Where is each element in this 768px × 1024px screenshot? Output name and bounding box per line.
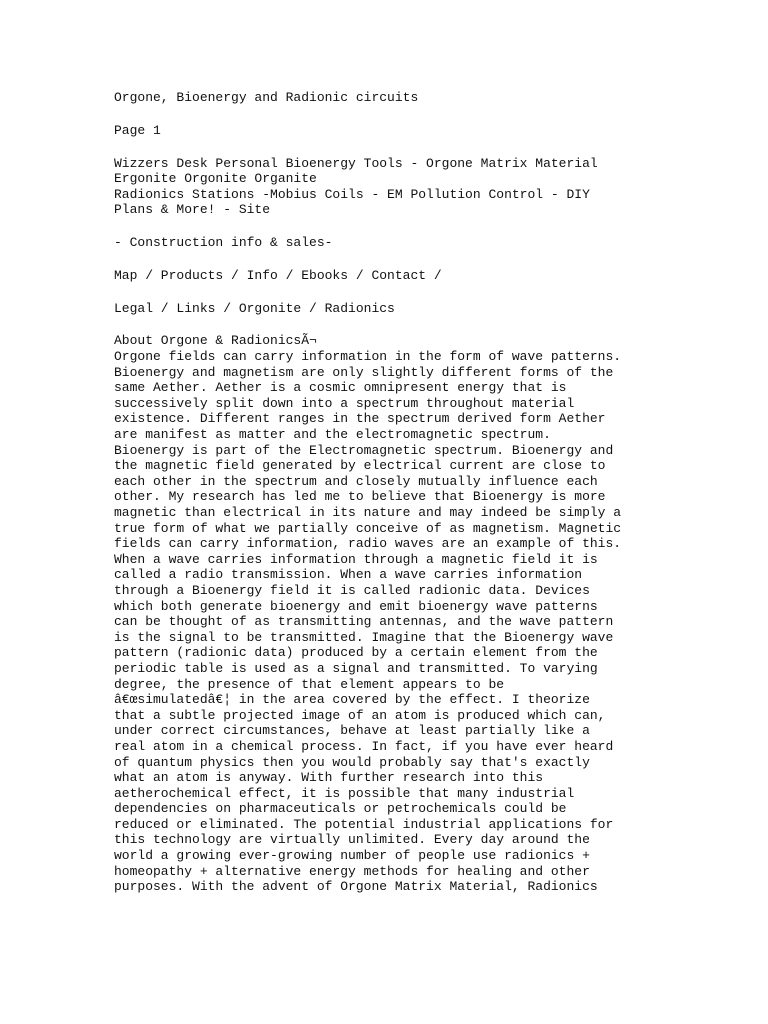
body-text-line: this technology are virtually unlimited. Every day around the <box>114 832 590 848</box>
site-header-line: Radionics Stations -Mobius Coils - EM Pollution Control - DIY <box>114 186 590 202</box>
site-header-line: Plans & More! - Site <box>114 202 271 218</box>
body-text-line: Bioenergy and magnetism are only slightly different forms of the <box>114 364 614 380</box>
body-text-line: true form of what we partially conceive of as magnetism. Magnetic <box>114 520 622 536</box>
body-text-line: that a subtle projected image of an atom is produced which can, <box>114 707 606 723</box>
body-text-line: fields can carry information, radio waves are an example of this. <box>114 536 622 552</box>
body-text-line: of quantum physics then you would probably say that's exactly <box>114 754 590 770</box>
body-text-line: Orgone fields can carry information in the form of wave patterns. <box>114 349 622 365</box>
body-text-line: is the signal to be transmitted. Imagine that the Bioenergy wave <box>114 629 614 645</box>
body-text-line: world a growing ever-growing number of people use radionics + <box>114 848 590 864</box>
page-label: Page 1 <box>114 122 161 138</box>
body-text-line: dependencies on pharmaceuticals or petrochemicals could be <box>114 801 567 817</box>
spacer <box>114 284 674 301</box>
body-text-line: under correct circumstances, behave at least partially like a <box>114 723 590 739</box>
body-text-line: reduced or eliminated. The potential industrial applications for <box>114 816 614 832</box>
body-text-line: which both generate bioenergy and emit bioenergy wave patterns <box>114 598 598 614</box>
body-text-line: Bioenergy is part of the Electromagnetic spectrum. Bioenergy and <box>114 442 614 458</box>
spacer <box>114 251 674 268</box>
site-header-line: Ergonite Orgonite Organite <box>114 171 317 187</box>
body-text-line: are manifest as matter and the electromagnetic spectrum. <box>114 427 551 443</box>
body-text-line: real atom in a chemical process. In fact, if you have ever heard <box>114 738 614 754</box>
document-title: Orgone, Bioenergy and Radionic circuits <box>114 90 419 105</box>
spacer <box>114 138 674 155</box>
body-text-line: magnetic than electrical in its nature and may indeed be simply a <box>114 505 622 520</box>
body-text-line: can be thought of as transmitting antennas, and the wave pattern <box>114 614 614 630</box>
site-header-line: Wizzers Desk Personal Bioenergy Tools - Orgone Matrix Material <box>114 155 598 171</box>
spacer <box>114 316 674 333</box>
nav-line-primary: Map / Products / Info / Ebooks / Contact / <box>114 267 442 283</box>
body-text-line: the magnetic field generated by electrical current are close to <box>114 458 606 474</box>
body-text-line: what an atom is anyway. With further research into this <box>114 770 544 786</box>
body-text-line: aetherochemical effect, it is possible that many industrial <box>114 785 575 801</box>
body-text-line: periodic table is used as a signal and transmitted. To varying <box>114 660 598 676</box>
body-text-line: â€œsimulatedâ€¦ in the area covered by the effect. I theorize <box>114 692 590 708</box>
section-heading: About Orgone & RadionicsÃ¬ <box>114 333 317 349</box>
body-text-line: other. My research has led me to believe that Bioenergy is more <box>114 489 606 505</box>
body-text-line: each other in the spectrum and closely mutually influence each <box>114 473 598 489</box>
body-text-line: same Aether. Aether is a cosmic omnipresent energy that is <box>114 380 567 396</box>
body-text-line: purposes. With the advent of Orgone Matrix Material, Radionics <box>114 879 598 895</box>
body-text-line: existence. Different ranges in the spectrum derived form Aether <box>114 411 606 427</box>
body-text-line: degree, the presence of that element appears to be <box>114 676 505 692</box>
body-text-line: homeopathy + alternative energy methods for healing and other <box>114 863 590 879</box>
body-text-line: pattern (radionic data) produced by a certain element from the <box>114 645 598 661</box>
body-text-line: called a radio transmission. When a wave carries information <box>114 567 583 583</box>
body-text <box>114 333 674 894</box>
construction-info-line: - Construction info & sales- <box>114 235 333 251</box>
site-header <box>114 156 674 218</box>
body-text-line: successively split down into a spectrum throughout material <box>114 395 575 411</box>
nav-line-secondary: Legal / Links / Orgonite / Radionics <box>114 300 395 316</box>
spacer <box>114 218 674 235</box>
spacer <box>114 106 674 123</box>
body-text-line: When a wave carries information through a magnetic field it is <box>114 551 598 567</box>
body-text-line: through a Bioenergy field it is called radionic data. Devices <box>114 582 590 598</box>
document-page <box>114 90 674 895</box>
